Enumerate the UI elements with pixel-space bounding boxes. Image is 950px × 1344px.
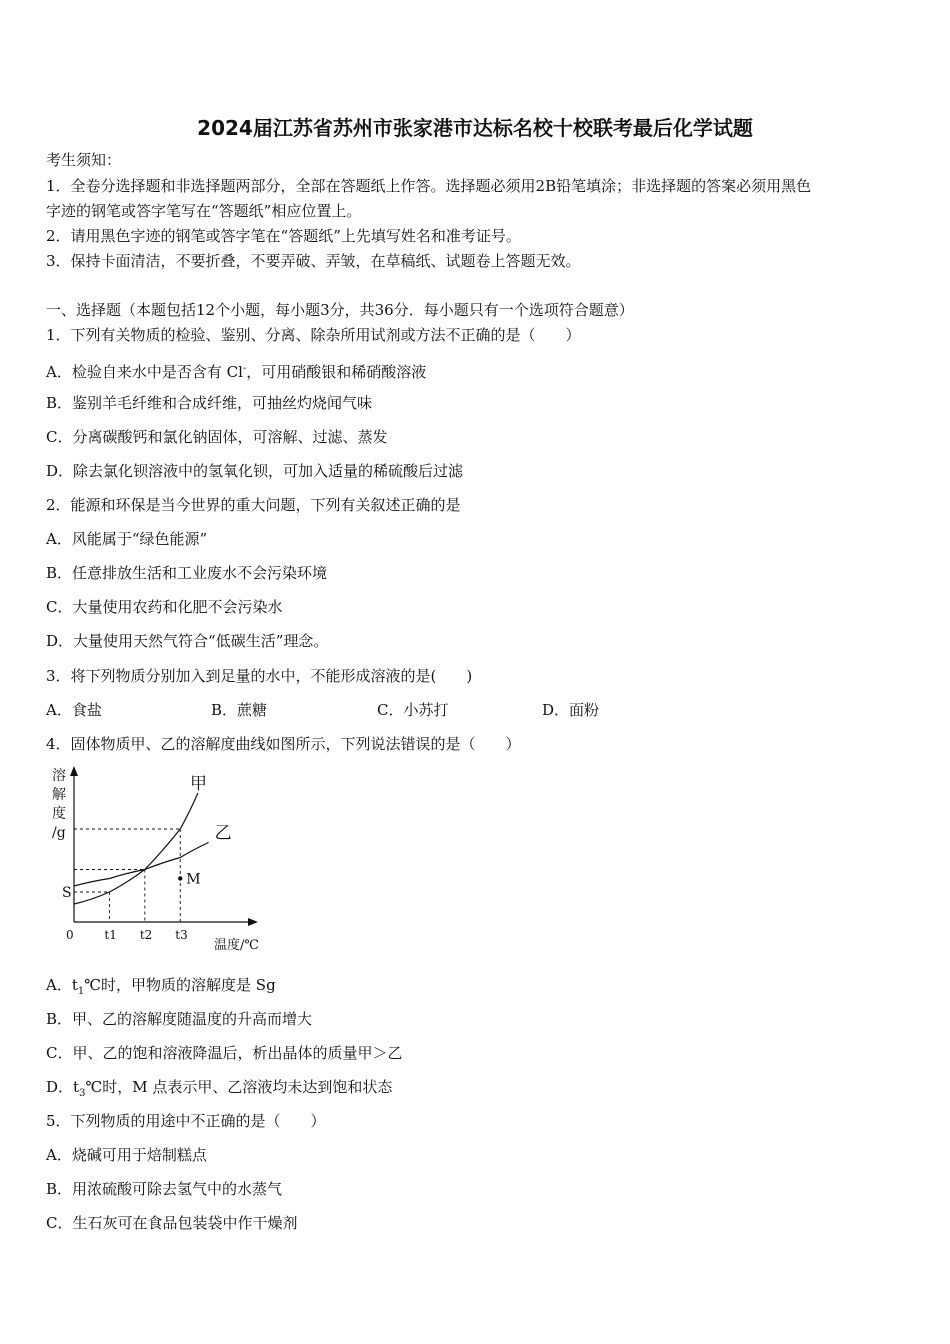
notice-item-2: 2．请用黑色字迹的钢笔或答字笔在“答题纸”上先填写姓名和准考证号。 [46,227,521,245]
q4-option-d-sub: 3 [79,1088,86,1099]
q1-option-b: B．鉴别羊毛纤维和合成纤维，可抽丝灼烧闻气味 [46,394,373,412]
q1-option-a-post: ，可用硝酸银和稀硝酸溶液 [246,363,427,381]
chart-labels [52,767,259,953]
q1-option-d: D．除去氯化钡溶液中的氢氧化钡，可加入适量的稀硫酸后过滤 [46,462,464,480]
chart-guides [74,829,180,922]
q1-option-a-pre: A．检验自来水中是否含有 Cl [46,363,243,381]
y-label-char: 度 [52,806,66,822]
y-tick-s: S [62,885,72,901]
q2-stem: 2．能源和环保是当今世界的重大问题，下列有关叙述正确的是 [46,496,461,514]
q4-option-a-post: ℃时，甲物质的溶解度是 Sg [84,976,276,994]
q1-option-a-sup: - [242,363,247,374]
y-label-char: 溶 [52,768,66,784]
notice-heading: 考生须知： [46,151,122,169]
x-tick-t2: t2 [139,928,153,942]
q4-option-b: B．甲、乙的溶解度随温度的升高而增大 [46,1010,313,1028]
q1-stem: 1．下列有关物质的检验、鉴别、分离、除杂所用试剂或方法不正确的是（ ） [46,326,581,344]
q3-option-c: C．小苏打 [377,701,449,719]
point-m [178,876,182,880]
curve-label-jia: 甲 [189,774,207,794]
q2-option-b: B．任意排放生活和工业废水不会污染环境 [46,564,328,582]
q3-option-a: A．食盐 [46,701,102,719]
x-tick-t3: t3 [175,928,188,942]
q4-option-a [46,975,276,1002]
x-tick-t1: t1 [104,928,117,942]
point-m-label: M [186,871,201,888]
q1-option-a [46,359,426,382]
q4-option-d-pre: D．t [46,1078,80,1096]
page-title: 2024届江苏省苏州市张家港市达标名校十校联考最后化学试题 [197,116,753,140]
q2-option-c: C．大量使用农药和化肥不会污染水 [46,598,283,616]
q4-option-d [46,1077,392,1104]
notice-item-3: 3．保持卡面清洁，不要折叠，不要弄破、弄皱，在草稿纸、试题卷上答题无效。 [46,252,581,270]
q4-option-c: C．甲、乙的饱和溶液降温后，析出晶体的质量甲＞乙 [46,1044,403,1062]
q5-stem: 5．下列物质的用途中不正确的是（ ） [46,1112,326,1130]
q3-option-d: D．面粉 [542,701,600,719]
q5-option-c: C．生石灰可在食品包装袋中作干燥剂 [46,1214,298,1232]
origin-label: 0 [66,928,74,942]
q2-option-a: A．风能属于“绿色能源” [46,530,208,548]
notice-item-1-cont: 字迹的钢笔或答字笔写在“答题纸”相应位置上。 [46,202,362,220]
q4-option-d-post: ℃时，M 点表示甲、乙溶液均未达到饱和状态 [85,1078,393,1096]
q1-option-c: C．分离碳酸钙和氯化钠固体，可溶解、过滤、蒸发 [46,428,388,446]
curve-label-yi: 乙 [214,823,232,844]
q4-stem: 4．固体物质甲、乙的溶解度曲线如图所示，下列说法错误的是（ ） [46,735,521,753]
q4-option-a-pre: A．t [46,976,78,994]
q5-option-b: B．用浓硫酸可除去氢气中的水蒸气 [46,1180,283,1198]
curve-jia [74,793,201,904]
q2-option-d: D．大量使用天然气符合“低碳生活”理念。 [46,632,329,650]
y-label-char: /g [52,825,66,841]
solubility-chart [44,762,274,962]
q3-stem: 3．将下列物质分别加入到足量的水中，不能形成溶液的是( ) [46,667,473,685]
q3-option-b: B．蔗糖 [211,701,268,719]
x-axis-label: 温度/℃ [214,938,259,953]
q4-option-a-sub: 1 [77,986,85,997]
y-label-char: 解 [52,787,66,803]
notice-item-1: 1．全卷分选择题和非选择题两部分，全部在答题纸上作答。选择题必须用2B铅笔填涂；非选择题的答案必须用黑色 [46,177,812,195]
q5-option-a: A．烧碱可用于焙制糕点 [46,1146,207,1164]
x-axis-arrow [248,918,258,926]
section-heading: 一、选择题（本题包括12个小题，每小题3分，共36分．每小题只有一个选项符合题意） [46,301,634,319]
y-axis-arrow [70,766,78,776]
chart-axes [70,766,258,926]
